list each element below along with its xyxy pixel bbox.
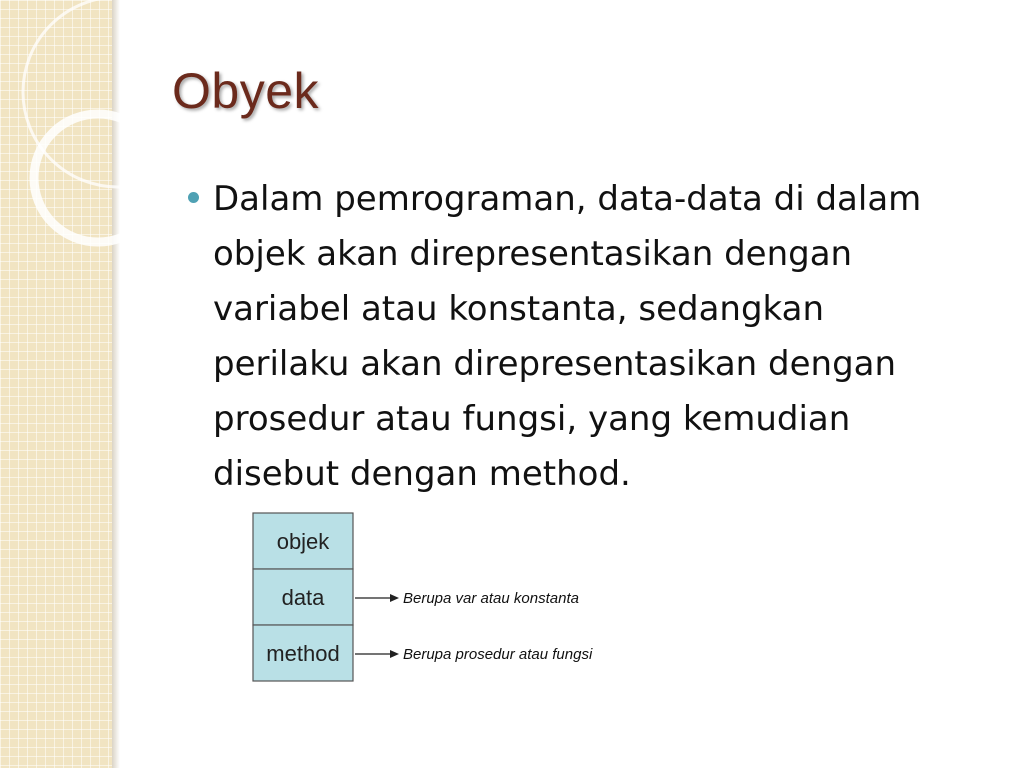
arrow-method <box>355 650 399 658</box>
decorative-rings <box>0 0 180 300</box>
diagram-box-label-objek: objek <box>276 529 330 554</box>
arrow-data <box>355 594 399 602</box>
diagram-box-label-method: method <box>266 641 340 666</box>
bullet-dot-icon <box>188 192 199 203</box>
bullet-text: Dalam pemrograman, data-data di dalam objek akan direpresentasikan dengan variabel atau konstanta, sedangkan perilaku akan direpresentasikan dengan prosedur atau fungsi, yang kemudian disebut dengan method. <box>213 179 922 494</box>
annotation-method: Berupa prosedur atau fungsi <box>403 646 593 663</box>
diagram-box-method <box>253 625 353 681</box>
bullet-item <box>188 172 978 536</box>
diagram-box-data <box>253 569 353 625</box>
diagram-box-objek <box>253 513 353 569</box>
decorative-ring-small <box>34 114 162 242</box>
slide-title: Obyek <box>172 63 320 119</box>
object-diagram <box>252 512 632 687</box>
diagram-box-label-data: data <box>281 585 325 610</box>
annotation-data: Berupa var atau konstanta <box>403 590 579 607</box>
